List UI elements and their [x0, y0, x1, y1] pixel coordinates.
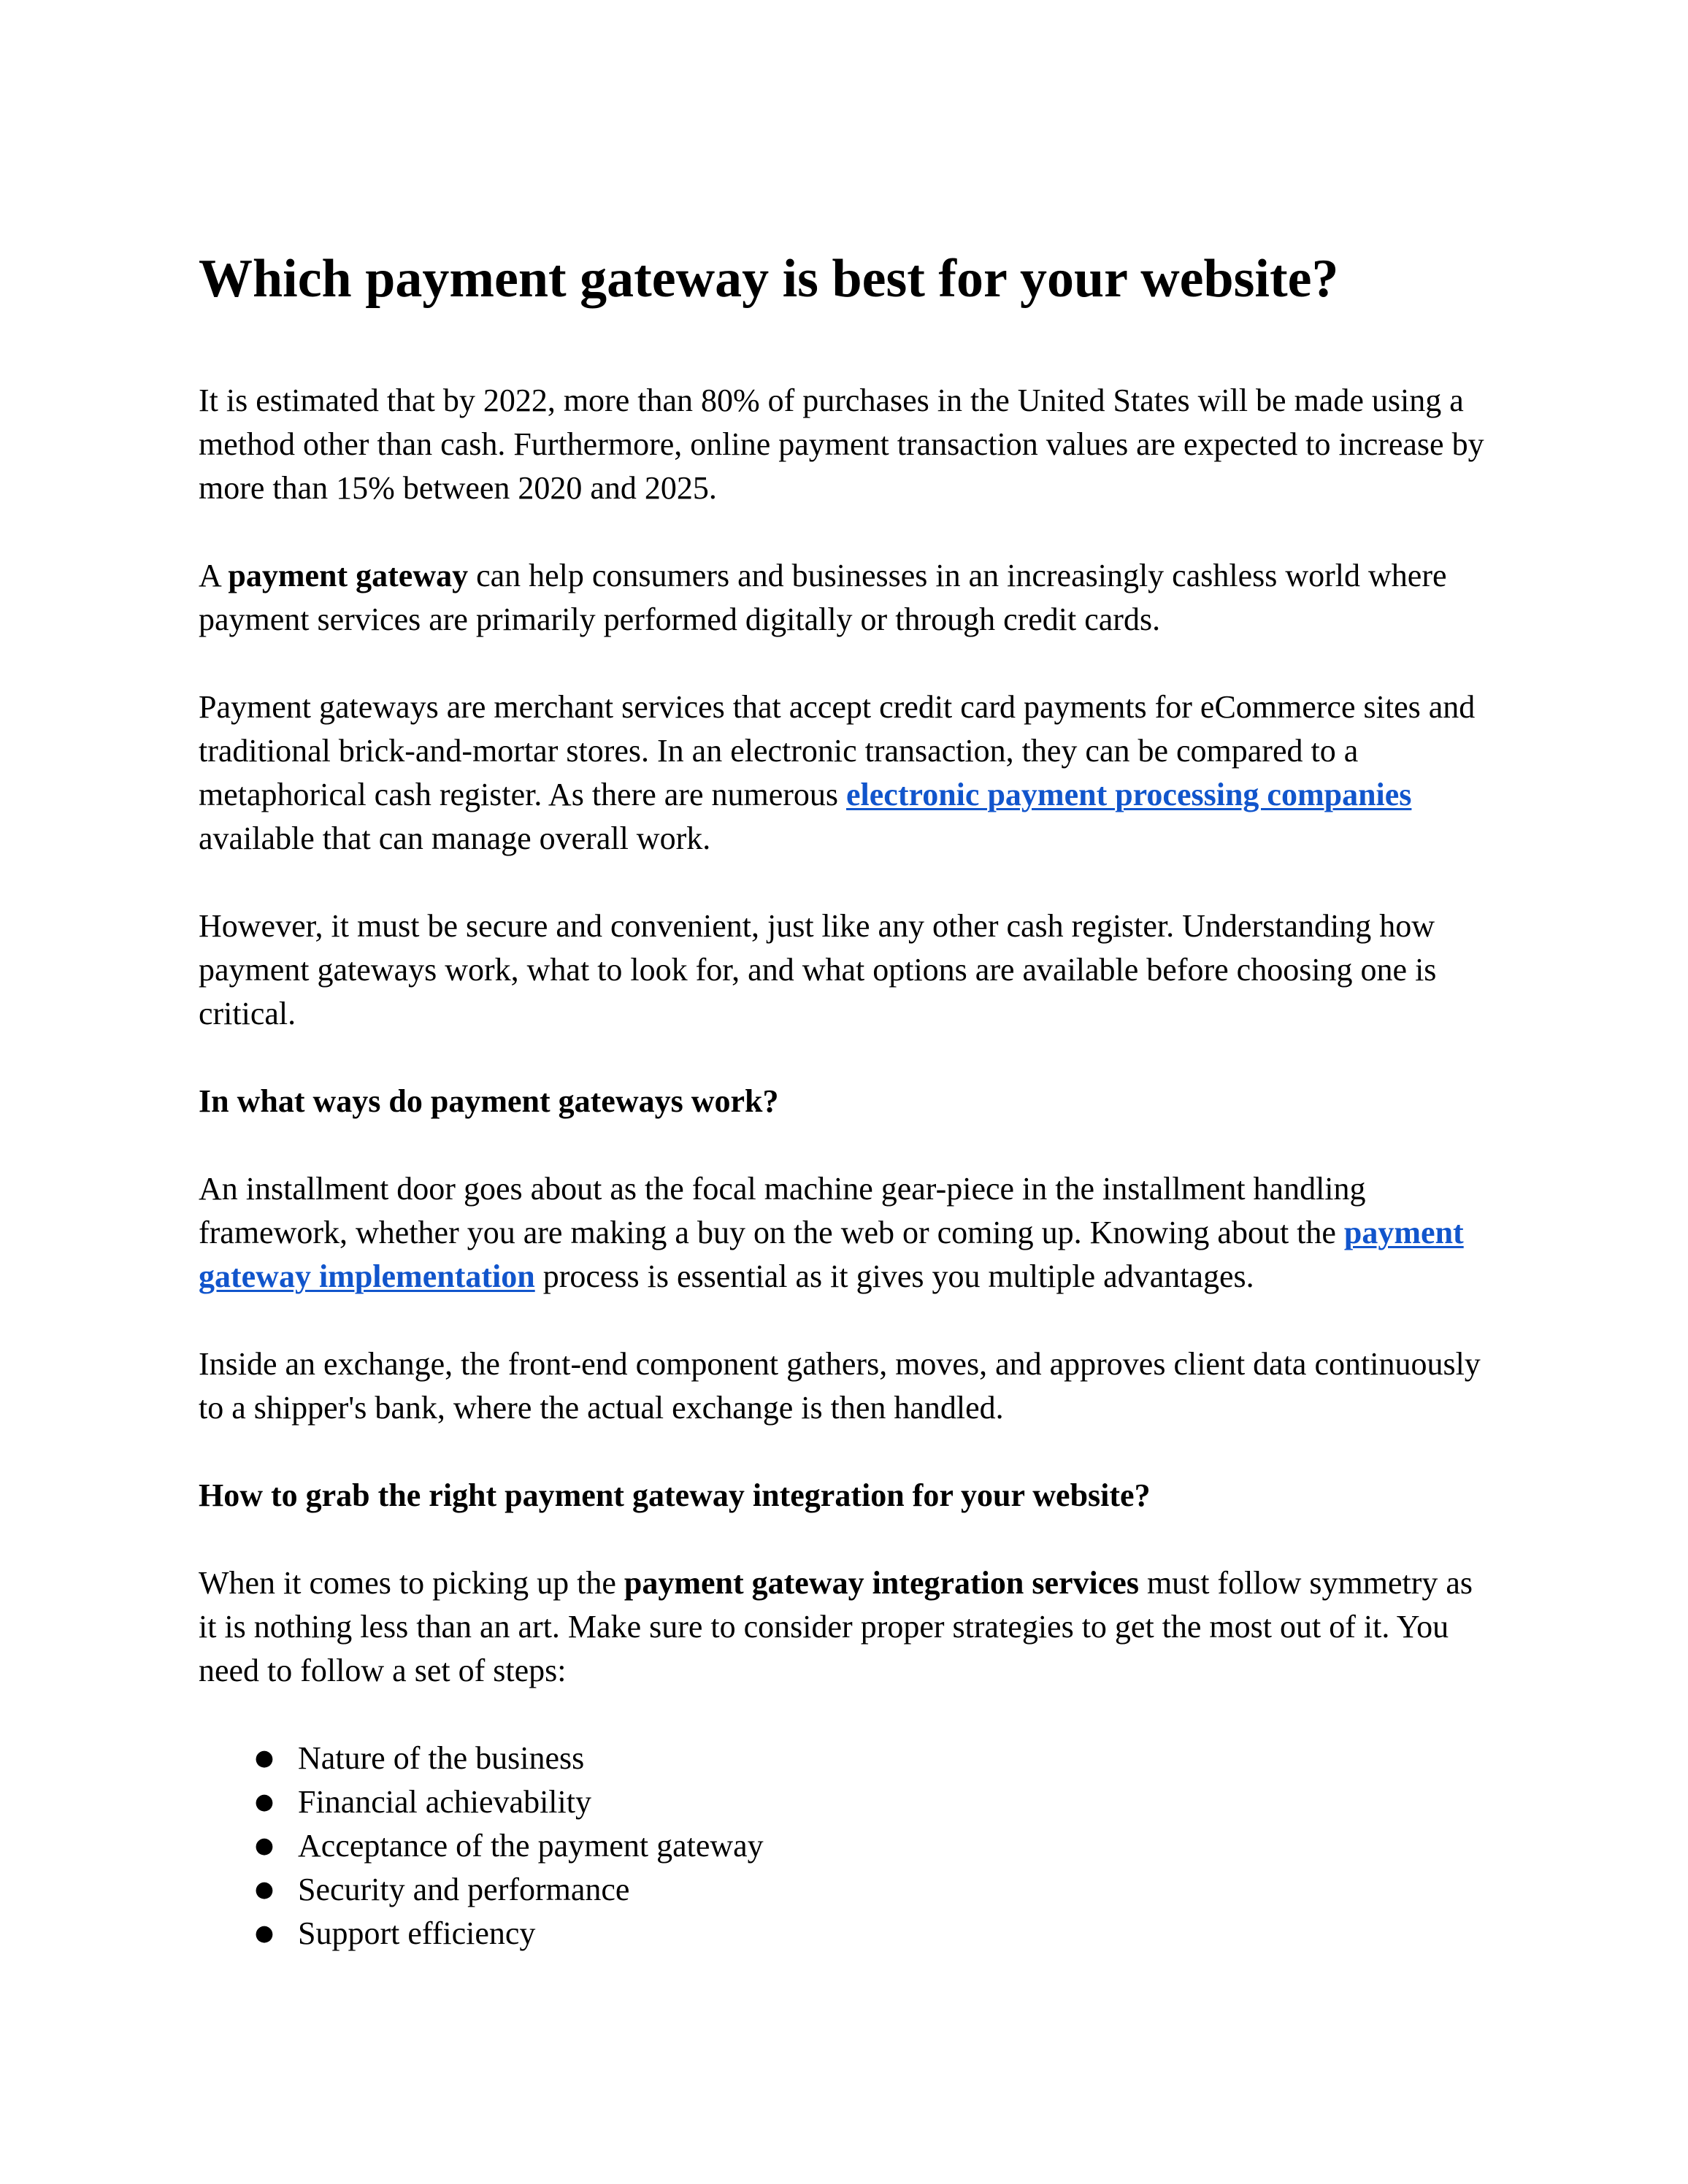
intro-paragraph-1: It is estimated that by 2022, more than 80% of purchases in the United States will be made using a method other than cash. Furthermore, online payment transaction values are expected to increase by more than 15% between 2020 and 2025. [199, 382, 1484, 506]
intro-paragraph-2-text-a: A [199, 557, 229, 593]
page-title: Which payment gateway is best for your website? [199, 249, 1339, 309]
list-item [199, 1824, 1498, 1868]
bullet-icon: ● [254, 1788, 275, 1815]
intro-paragraph-2 [199, 554, 1498, 642]
intro-paragraph-3 [199, 685, 1498, 861]
intro-paragraph-2-text-b: can help consumers and businesses in an increasingly cashless world where payment services are primarily performed digitally or through credit cards. [199, 557, 1447, 637]
document-page [199, 247, 1498, 1956]
integration-services-term: payment gateway integration services [624, 1564, 1139, 1601]
list-item-text: Acceptance of the payment gateway [298, 1827, 764, 1864]
intro-paragraph-3-text-b: available that can manage overall work. [199, 820, 711, 856]
bullet-icon: ● [254, 1876, 275, 1902]
section1-paragraph-2: Inside an exchange, the front-end component gathers, moves, and approves client data continuously to a shipper's bank, where the actual exchange is then handled. [199, 1345, 1481, 1426]
section-heading-how-gateways-work: In what ways do payment gateways work? [199, 1083, 779, 1119]
section1-paragraph-1-text-a: An installment door goes about as the focal machine gear-piece in the installment handling framework, whether you are making a buy on the web or coming up. Knowing about the [199, 1170, 1366, 1250]
list-item-text: Support efficiency [298, 1915, 536, 1951]
section2-paragraph-1-text-a: When it comes to picking up the [199, 1564, 624, 1601]
section1-paragraph-1 [199, 1167, 1498, 1299]
electronic-payment-processing-link[interactable]: electronic payment processing companies [846, 776, 1412, 812]
list-item-text: Financial achievability [298, 1783, 591, 1820]
list-item [199, 1737, 1498, 1780]
bullet-icon: ● [254, 1832, 275, 1858]
list-item [199, 1868, 1498, 1912]
intro-paragraph-3-text-a: Payment gateways are merchant services that accept credit card payments for eCommerce sites and traditional brick-and-mortar stores. In an electronic transaction, they can be compared to a metaphorical cash register. As there are numerous [199, 688, 1476, 812]
section1-paragraph-1-text-b: process is essential as it gives you multiple advantages. [534, 1258, 1254, 1294]
bullet-icon: ● [254, 1745, 275, 1771]
section-heading-choose-integration: How to grab the right payment gateway integration for your website? [199, 1477, 1151, 1513]
list-item-text: Security and performance [298, 1871, 630, 1907]
steps-list [199, 1737, 1498, 1956]
payment-gateway-implementation-link[interactable]: payment gateway implementation [199, 1214, 1464, 1294]
payment-gateway-term: payment gateway [228, 557, 469, 593]
section2-paragraph-1 [199, 1561, 1498, 1693]
intro-paragraph-4: However, it must be secure and convenient, just like any other cash register. Understanding how payment gateways work, what to look for, and what options are available before choosing one is critical. [199, 907, 1437, 1031]
section2-paragraph-1-text-b: must follow symmetry as it is nothing less than an art. Make sure to consider proper strategies to get the most out of it. You need to follow a set of steps: [199, 1564, 1473, 1688]
list-item [199, 1912, 1498, 1956]
list-item-text: Nature of the business [298, 1739, 585, 1776]
bullet-icon: ● [254, 1920, 275, 1946]
list-item [199, 1780, 1498, 1824]
